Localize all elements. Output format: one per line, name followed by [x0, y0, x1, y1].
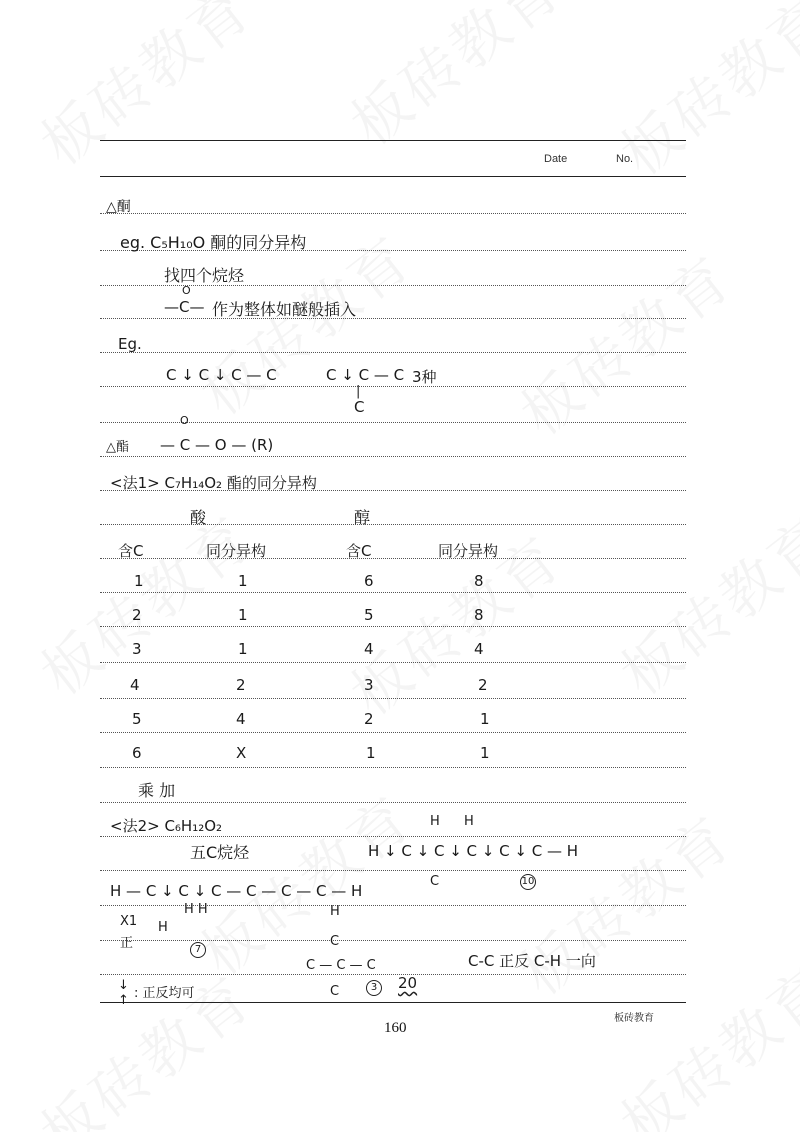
ruled-line	[100, 558, 686, 559]
total-count: 20	[398, 974, 418, 992]
left-count-badge	[190, 938, 206, 958]
ruled-line	[100, 732, 686, 733]
ruled-line	[100, 213, 686, 214]
watermark	[20, 953, 267, 1132]
ruled-line	[100, 767, 686, 768]
branch-upper-c: C	[330, 934, 340, 949]
table-cell: 3	[132, 640, 142, 658]
ruled-line	[100, 802, 686, 803]
table-cell: 2	[236, 676, 246, 694]
five-c-alkane: 五C烷烃	[190, 843, 250, 862]
ketone-branch-bond: |	[356, 384, 361, 399]
multiply-add: 乘 加	[138, 781, 176, 800]
table-cell: 6	[132, 744, 142, 762]
right-chain: H ↓ C ↓ C ↓ C ↓ C ↓ C — H	[368, 842, 578, 860]
table-header-alcohol-isomers: 同分异构	[438, 542, 499, 560]
header-rule	[100, 176, 686, 177]
ruled-line	[100, 974, 686, 975]
table-cell: 1	[238, 640, 248, 658]
ketone-chain-1: C ↓ C ↓ C — C	[166, 366, 277, 384]
branch-center: C — C — C	[306, 958, 376, 973]
ruled-line	[100, 456, 686, 457]
ruled-line	[100, 352, 686, 353]
table-header-alcohol-c: 含C	[346, 542, 372, 560]
watermark	[500, 233, 747, 452]
ruled-line	[100, 524, 686, 525]
watermark	[330, 0, 577, 161]
ruled-line	[100, 626, 686, 627]
left-chain-zheng: 正	[120, 936, 134, 951]
watermark	[20, 0, 267, 181]
ruled-line	[100, 698, 686, 699]
top-rule	[100, 140, 686, 141]
right-count: 10	[520, 874, 536, 890]
footer-brand: 板砖教育	[614, 1013, 654, 1024]
acid-label: 酸	[190, 508, 207, 527]
table-cell: 2	[132, 606, 142, 624]
table-cell: 1	[480, 710, 490, 728]
watermark	[20, 493, 267, 712]
ruled-line	[100, 836, 686, 837]
branch-count: 3	[366, 980, 382, 996]
ketone-example: eg. C₅H₁₀O 酮的同分异构	[120, 233, 307, 252]
table-cell: 5	[364, 606, 374, 624]
table-cell: 1	[480, 744, 490, 762]
ruled-line	[100, 940, 686, 941]
branch-top-h: H	[330, 904, 340, 919]
right-chain-top-h: H	[464, 814, 474, 829]
left-chain-marks: X1	[120, 914, 138, 929]
table-cell: 4	[130, 676, 140, 694]
ketone-eg-label: Eg.	[118, 335, 142, 353]
arrow-legend-icon: ↓ ↑	[118, 978, 129, 1008]
ruled-line	[100, 870, 686, 871]
branch-bottom: C	[330, 984, 340, 999]
table-cell: 5	[132, 710, 142, 728]
table-cell: 4	[236, 710, 246, 728]
ester-method-2: <法2> C₆H₁₂O₂	[110, 817, 223, 835]
arrow-legend-text: : 正反均可	[134, 986, 195, 1001]
bond-note: C-C 正反 C-H 一向	[468, 952, 596, 970]
table-cell: 2	[478, 676, 488, 694]
ester-formula: — C — O — (R)	[160, 436, 274, 454]
table-cell: 1	[238, 606, 248, 624]
table-header-acid-c: 含C	[118, 542, 144, 560]
left-chain: H — C ↓ C ↓ C — C — C — C — H	[110, 882, 363, 900]
carbonyl-group: —C—	[164, 298, 205, 316]
ketone-chain-2-branch: C	[354, 398, 365, 416]
ruled-line	[100, 386, 686, 387]
watermark	[500, 793, 747, 1012]
table-cell: 1	[366, 744, 376, 762]
ester-carbonyl-o: O	[180, 414, 189, 427]
table-cell: 8	[474, 606, 484, 624]
page-number: 160	[384, 1020, 407, 1036]
watermark	[600, 943, 800, 1132]
table-cell: 1	[238, 572, 248, 590]
left-chain-h: H H	[184, 902, 208, 917]
right-count-badge	[520, 870, 536, 890]
ester-heading: △酯	[106, 440, 129, 455]
table-cell: X	[236, 744, 247, 762]
ketone-count: 3种	[412, 368, 437, 386]
carbonyl-o: O	[182, 284, 191, 297]
ruled-line	[100, 318, 686, 319]
table-cell: 4	[474, 640, 484, 658]
right-chain-top-h: H	[430, 814, 440, 829]
alcohol-label: 醇	[354, 508, 371, 527]
ketone-heading: △酮	[106, 199, 131, 215]
table-cell: 3	[364, 676, 374, 694]
table-cell: 6	[364, 572, 374, 590]
table-cell: 2	[364, 710, 374, 728]
left-chain-extra-h: H	[158, 920, 168, 935]
ketone-step-1: 找四个烷烃	[164, 266, 245, 285]
ketone-step-2: 作为整体如醚般插入	[212, 300, 357, 319]
branch-count-badge	[366, 976, 382, 996]
table-cell: 4	[364, 640, 374, 658]
table-header-acid-isomers: 同分异构	[206, 542, 267, 560]
ester-method-1: <法1> C₇H₁₄O₂ 酯的同分异构	[110, 474, 317, 492]
table-cell: 1	[134, 572, 144, 590]
ruled-line	[100, 592, 686, 593]
no-label: No.	[616, 153, 634, 165]
date-label: Date	[544, 153, 568, 165]
ruled-line	[100, 662, 686, 663]
ketone-chain-2: C ↓ C — C	[326, 366, 405, 384]
left-count: 7	[190, 942, 206, 958]
watermark	[600, 493, 800, 712]
table-cell: 8	[474, 572, 484, 590]
bottom-rule	[100, 1002, 686, 1003]
right-chain-bottom-c: C	[430, 874, 440, 889]
